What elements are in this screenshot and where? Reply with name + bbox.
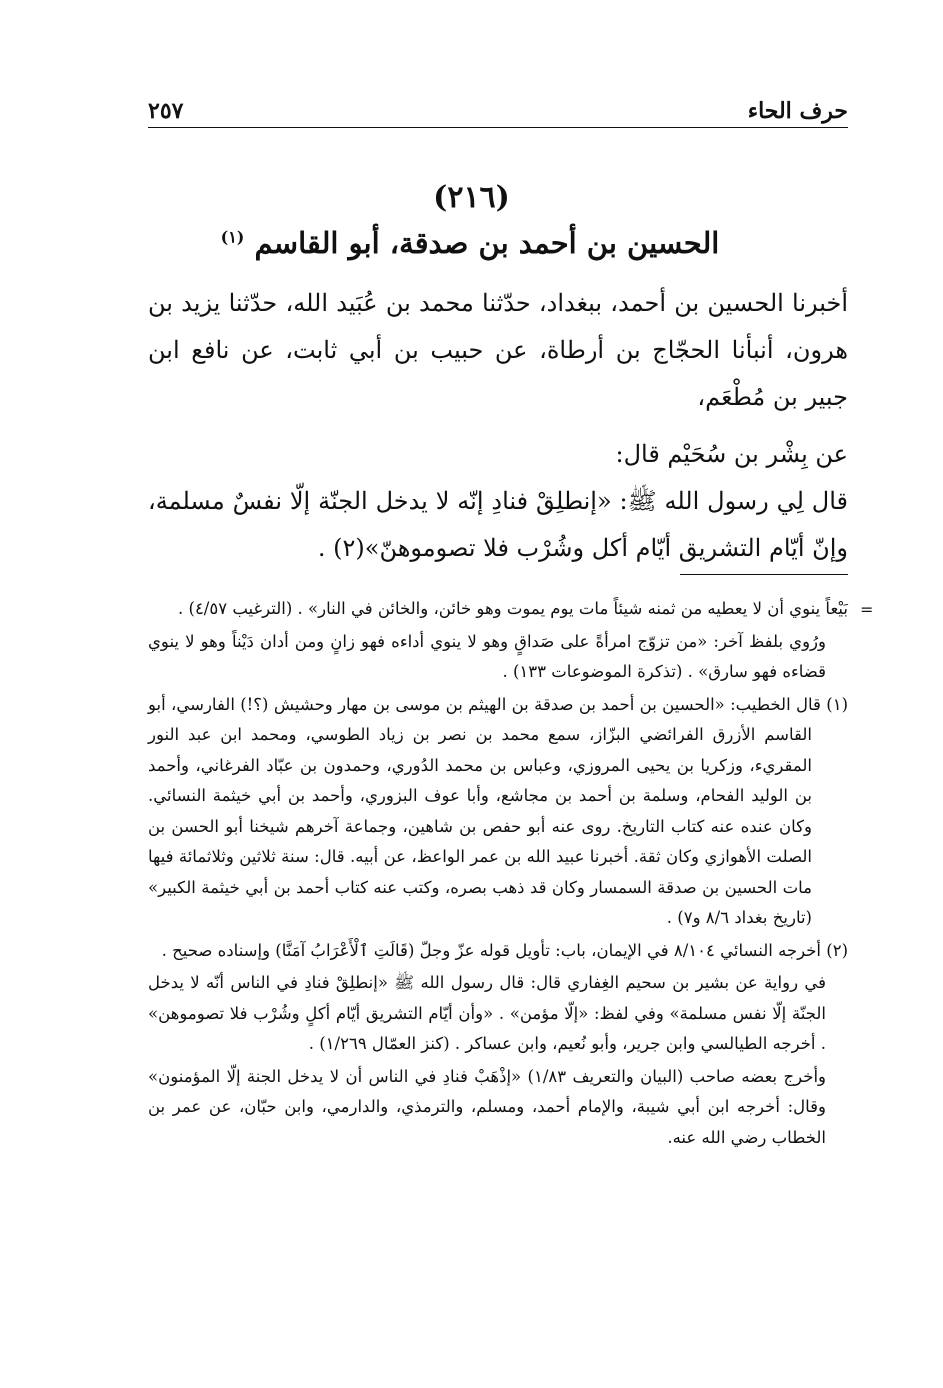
page-number: ٢٥٧ bbox=[148, 98, 184, 124]
footnote-2-riwaya: في رواية عن بشير بن سحيم الغِفاري قال: قال رسول الله ﷺ «إنطلِقْ فنادِ في الناس أنّه لا يدخل الجنّة إلّا نفس مسلمة» وفي لفظ: «إلّا مؤمن» . «وأن أيّام التشريق أيّام أكلٍ وشُرْب فلا تصوموهن» . أخرجه الطيالسي وابن جرير، وأبو نُعيم، وابن عساكر . (كنز العمّال ١/٢٦٩) . bbox=[148, 973, 826, 1053]
entry-number: (٢١٦) bbox=[433, 180, 510, 215]
footnote-ref-1: (١) bbox=[220, 227, 245, 247]
narrator-line: عن بِشْر بن سُحَيْم قال: bbox=[615, 440, 848, 468]
footnotes bbox=[148, 594, 848, 1155]
main-text bbox=[148, 280, 848, 572]
footnote-separator bbox=[680, 574, 848, 575]
footnote-2: (٢) أخرجه النسائي ٨/١٠٤ في الإيمان، باب: تأويل قوله عزّ وجلّ (قَالَتِ ٱلْأَعْرَابُ آمَنَّا) وإسناده صحيح . bbox=[161, 940, 848, 960]
entry-title bbox=[150, 226, 790, 260]
footnote-1: (١) قال الخطيب: «الحسين بن أحمد بن صدقة بن الهيثم بن موسى بن مهار وحشيش (؟!) الفارسي، أبو القاسم الأزرق الفرائضي البزّاز، سمع محمد بن نصر بن زياد الطوسي، ومحمد ابن عبد النور المقريء، وزكريا بن يحيى المروزي، وعباس بن محمد الدُوري، وحمدون بن عبّاد الفرغاني، وأحمد بن الوليد الفحام، وسلمة بن أحمد بن مجاشع، وأبا عوف البزوري، وأحمد بن أبي خيثمة النسائي. وكان عنده عنه كتاب التاريخ. روى عنه أبو حفص بن شاهين، وجماعة آخرهم شيخنا أبو الحسن بن الصلت الأهوازي وكان ثقة. أخبرنا عبيد الله بن عمر الواعظ، عن أبيه. قال: سنة ثلاثين وثلاثمائة فيها مات الحسين بن صدقة السمسار وكان قد ذهب بصره، وكتب عنه كتاب أحمد بن أبي خيثمة الكبير» (تاريخ بغداد ٨/٦ و٧) . bbox=[148, 694, 848, 927]
isnad-paragraph: أخبرنا الحسين بن أحمد، ببغداد، حدّثنا محمد بن عُبَيد الله، حدّثنا يزيد بن هرون، أنبأنا الحجّاج بن أرطاة، عن حبيب بن أبي ثابت، عن نافع ابن جبير بن مُطْعَم، bbox=[148, 289, 848, 411]
footnote-continued-variant: ورُوي بلفظ آخر: «من تزوّج امرأةً على صَداقٍ وهو لا ينوي أداءه فهو زانٍ ومن أدان دَيْناً وهو لا ينوي قضاءه فهو سارق» . (تذكرة الموضوعات ١٣٣) . bbox=[148, 631, 826, 681]
header-rule bbox=[148, 127, 848, 128]
running-header bbox=[148, 98, 848, 128]
hadith-text: قال لِي رسول الله ﷺ: «إنطلِقْ فنادِ إنّه لا يدخل الجنّة إلّا نفسٌ مسلمة، وإنّ أيّام التشريق أيّام أكل وشُرْب فلا تصوموهنّ»(٢) . bbox=[148, 487, 848, 562]
footnote-continued: بَيْعاً ينوي أن لا يعطيه من ثمنه شيئاً مات يوم يموت وهو خائن، والخائن في النار» . (الترغيب ٤/٥٧) . bbox=[178, 599, 848, 618]
entry-title-text: الحسين بن أحمد بن صدقة، أبو القاسم bbox=[254, 226, 720, 260]
continuation-marker: = bbox=[860, 600, 874, 619]
chapter-title: حرف الحاء bbox=[747, 98, 848, 124]
footnote-2-takhrij: وأخرج بعضه صاحب (البيان والتعريف ١/٨٣) «إذْهَبْ فنادِ في الناس أن لا يدخل الجنة إلّا المؤمنون» وقال: أخرجه ابن أبي شيبة، والإمام أحمد، ومسلم، والترمذي، والدارمي، وابن حبّان، عن عمر بن الخطاب رضي الله عنه. bbox=[148, 1066, 826, 1147]
